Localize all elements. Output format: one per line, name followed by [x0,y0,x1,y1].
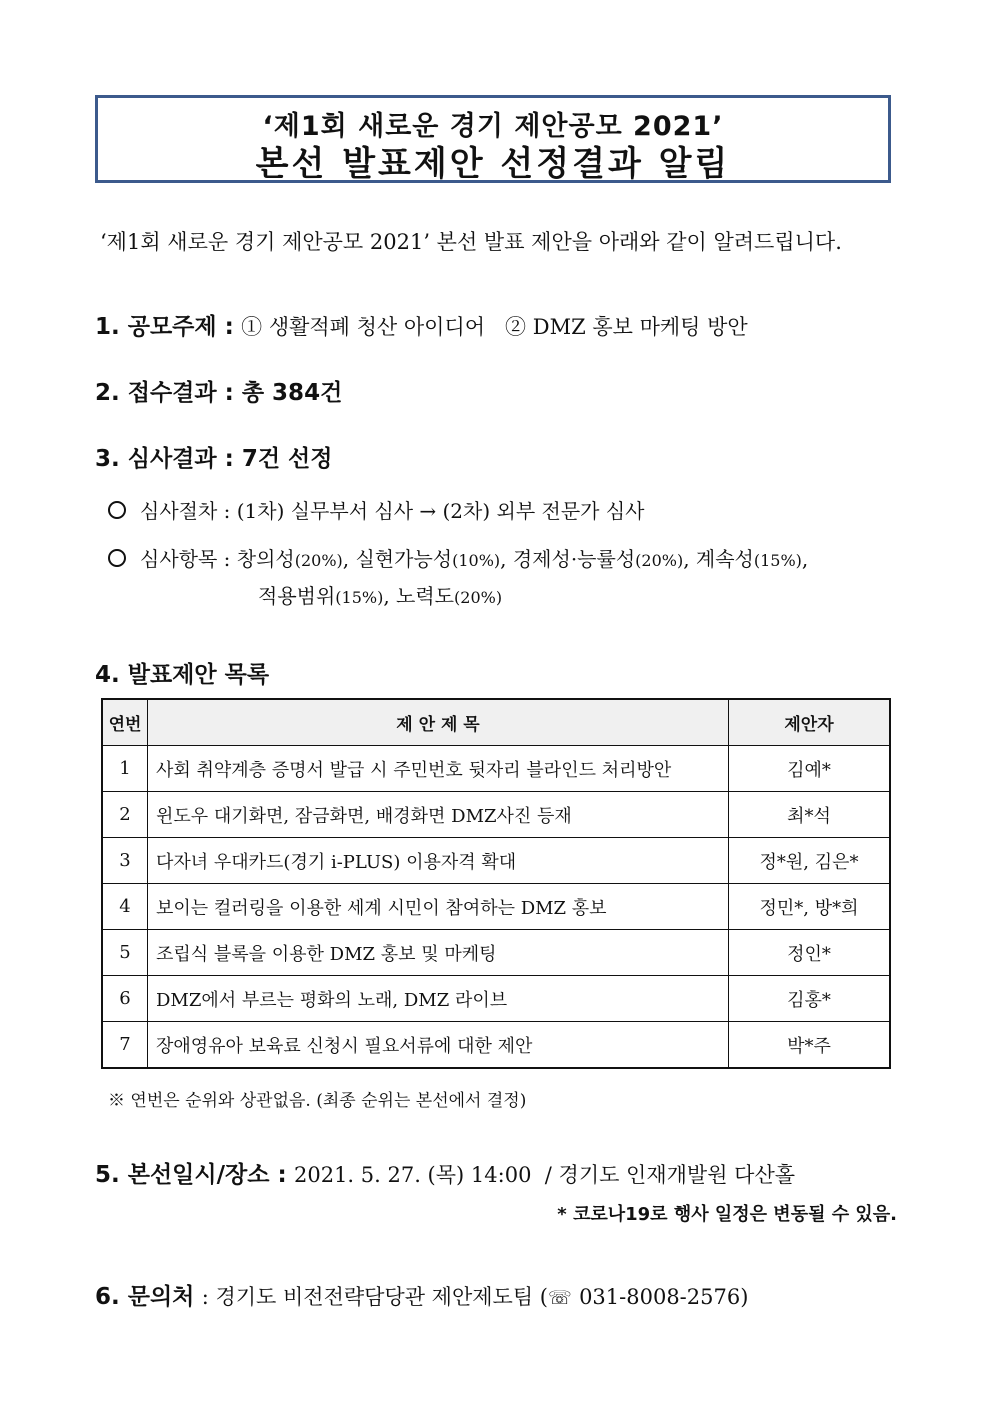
section-6-value: : 경기도 비전전략담당관 제안제도팀 ( [201,1285,548,1309]
table-note: ※ 연번은 순위와 상관없음. (최종 순위는 본선에서 결정) [108,1091,527,1111]
criteria-name: 실현가능성 [355,547,453,571]
circle-bullet-icon [108,501,126,519]
section-6-suffix: ) [740,1285,749,1309]
section-1-value: ① 생활적폐 청산 아이디어 ② DMZ 홍보 마케팅 방안 [241,315,748,339]
page-title: 본선 발표제안 선정결과 알림 [255,144,731,184]
criteria-name: 창의성 [236,547,295,571]
column-header: 연번 [102,699,148,746]
row-title: DMZ에서 부르는 평화의 노래, DMZ 라이브 [148,976,729,1022]
section-2 [95,374,342,407]
section-3-heading: 3. 심사결과 : 7건 선정 [95,446,333,472]
row-author: 박*주 [729,1022,891,1069]
criteria-pct: (10%) [452,551,501,570]
criteria-name: 경제성·능률성 [512,547,636,571]
row-author: 정인* [729,930,891,976]
criteria-pct: (15%) [335,588,384,607]
section-1-heading: 1. 공모주제 : [95,314,234,340]
row-number: 5 [102,930,148,976]
section-2-heading: 2. 접수결과 : 총 384건 [95,380,343,406]
phone-icon: ☏ [547,1287,572,1309]
row-author: 정민*, 방*희 [729,884,891,930]
proposal-table [101,698,891,1069]
row-number: 1 [102,746,148,792]
criteria-pct: (15%) [753,551,802,570]
criteria-name: 계속성 [695,547,754,571]
criteria-name: 노력도 [396,584,455,608]
circle-bullet-icon [108,549,126,567]
row-author: 김예* [729,746,891,792]
row-number: 4 [102,884,148,930]
row-title: 사회 취약계층 증명서 발급 시 주민번호 뒷자리 블라인드 처리방안 [148,746,729,792]
section-1 [95,308,748,341]
table-row [102,1022,890,1069]
row-author: 최*석 [729,792,891,838]
row-author: 김홍* [729,976,891,1022]
section-5-value: 2021. 5. 27. (목) 14:00 / 경기도 인재개발원 다산홀 [293,1163,796,1187]
covid-notice: * 코로나19로 행사 일정은 변동될 수 있음. [557,1204,897,1225]
table-row [102,746,890,792]
section-5-heading: 5. 본선일시/장소 : [95,1162,287,1188]
title-box [95,95,891,183]
section-6-heading: 6. 문의처 [95,1284,195,1310]
criteria-name: 적용범위 [258,584,336,608]
row-title: 윈도우 대기화면, 잠금화면, 배경화면 DMZ사진 등재 [148,792,729,838]
section-4 [95,656,269,689]
criteria-label: 심사항목 : [140,547,231,571]
phone-number: 031-8008-2576 [579,1285,741,1309]
row-number: 3 [102,838,148,884]
column-header: 제 안 제 목 [148,699,729,746]
criteria-pct: (20%) [294,551,343,570]
criteria-pct: (20%) [635,551,684,570]
criteria-item: 심사항목 : 창의성(20%), 실현가능성(10%), 경제성·능률성(20%), 계속성(15%), [108,543,808,572]
procedure-item [108,495,644,524]
procedure-text: 심사절차 : (1차) 실무부서 심사 → (2차) 외부 전문가 심사 [140,499,645,523]
row-title: 다자녀 우대카드(경기 i-PLUS) 이용자격 확대 [148,838,729,884]
table-row [102,976,890,1022]
table-row [102,930,890,976]
row-number: 7 [102,1022,148,1069]
table-header-row [102,699,890,746]
section-4-heading: 4. 발표제안 목록 [95,662,270,688]
intro-text: ‘제1회 새로운 경기 제안공모 2021’ 본선 발표 제안을 아래와 같이 알려드립니다. [100,230,842,254]
section-6 [95,1278,748,1311]
row-author: 정*원, 김은* [729,838,891,884]
row-title: 장애영유아 보육료 신청시 필요서류에 대한 제안 [148,1022,729,1069]
table-row [102,838,890,884]
table-row [102,884,890,930]
section-5 [95,1156,795,1189]
column-header: 제안자 [729,699,891,746]
criteria-pct: (20%) [454,588,503,607]
criteria-item-continued: 적용범위(15%), 노력도(20%) [258,584,503,608]
section-3 [95,440,333,473]
row-number: 6 [102,976,148,1022]
table-row [102,792,890,838]
row-title: 보이는 컬러링을 이용한 세계 시민이 참여하는 DMZ 홍보 [148,884,729,930]
title-line1: ‘제1회 새로운 경기 제안공모 2021’ [262,111,724,142]
row-number: 2 [102,792,148,838]
row-title: 조립식 블록을 이용한 DMZ 홍보 및 마케팅 [148,930,729,976]
